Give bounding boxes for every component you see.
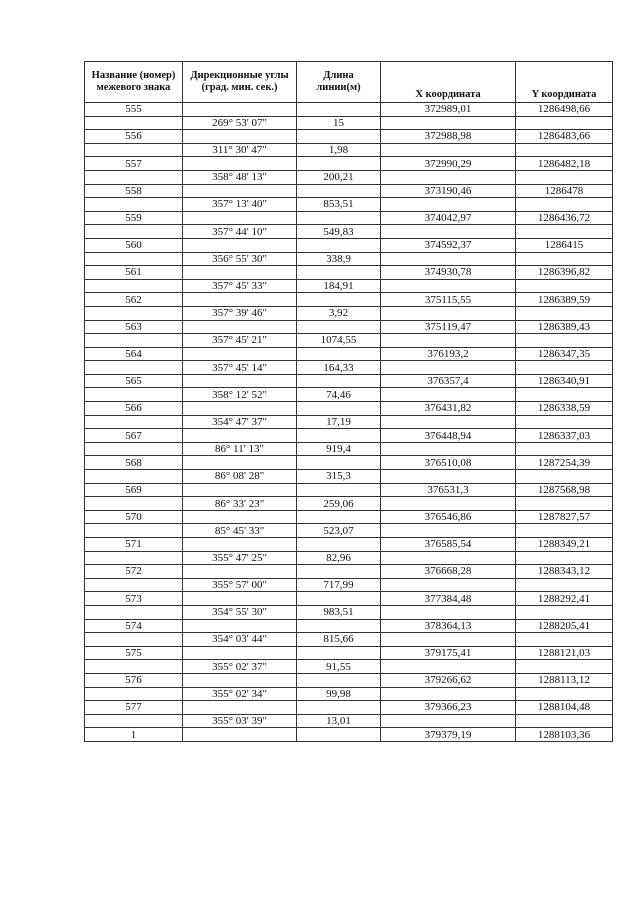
y-coordinate: 1288349,21 — [516, 538, 613, 552]
empty-cell — [297, 701, 381, 715]
x-coordinate: 376431,82 — [381, 402, 516, 416]
point-row — [85, 402, 613, 416]
y-coordinate: 1287827,57 — [516, 510, 613, 524]
line-length: 17,19 — [297, 415, 381, 429]
direction-angle: 86° 33' 23" — [183, 497, 297, 511]
empty-cell — [297, 619, 381, 633]
point-row — [85, 184, 613, 198]
segment-row — [85, 198, 613, 212]
empty-cell — [183, 510, 297, 524]
point-row — [85, 538, 613, 552]
header-y-coordinate: Y координата — [516, 62, 613, 103]
empty-cell — [297, 184, 381, 198]
empty-cell — [297, 320, 381, 334]
point-row — [85, 374, 613, 388]
point-row — [85, 211, 613, 225]
y-coordinate: 1286347,35 — [516, 347, 613, 361]
direction-angle: 357° 45' 33" — [183, 279, 297, 293]
point-name: 570 — [85, 510, 183, 524]
direction-angle: 355° 02' 34" — [183, 687, 297, 701]
y-coordinate: 1288121,03 — [516, 646, 613, 660]
y-coordinate: 1288113,12 — [516, 673, 613, 687]
y-coordinate: 1288103,36 — [516, 728, 613, 742]
empty-cell — [85, 198, 183, 212]
segment-row — [85, 170, 613, 184]
line-length: 919,4 — [297, 442, 381, 456]
x-coordinate: 372990,29 — [381, 157, 516, 171]
x-coordinate: 376668,28 — [381, 565, 516, 579]
empty-cell — [297, 402, 381, 416]
empty-cell — [183, 701, 297, 715]
empty-cell — [85, 388, 183, 402]
x-coordinate: 376585,54 — [381, 538, 516, 552]
direction-angle: 86° 11' 13" — [183, 442, 297, 456]
direction-angle: 357° 44' 10" — [183, 225, 297, 239]
y-coordinate: 1287568,98 — [516, 483, 613, 497]
point-name: 573 — [85, 592, 183, 606]
header-x-coordinate: X координата — [381, 62, 516, 103]
line-length: 184,91 — [297, 279, 381, 293]
empty-cell — [85, 633, 183, 647]
direction-angle: 85° 45' 33" — [183, 524, 297, 538]
line-length: 13,01 — [297, 714, 381, 728]
empty-cell — [85, 116, 183, 130]
point-name: 555 — [85, 103, 183, 117]
segment-row — [85, 660, 613, 674]
empty-cell — [183, 673, 297, 687]
empty-cell — [85, 143, 183, 157]
segment-row — [85, 633, 613, 647]
empty-cell — [297, 429, 381, 443]
empty-cell — [516, 116, 613, 130]
point-row — [85, 483, 613, 497]
empty-cell — [381, 306, 516, 320]
line-length: 338,9 — [297, 252, 381, 266]
y-coordinate: 1286436,72 — [516, 211, 613, 225]
header-line-length: Длина линии(м) — [297, 62, 381, 103]
empty-cell — [183, 320, 297, 334]
x-coordinate: 374042,97 — [381, 211, 516, 225]
empty-cell — [297, 510, 381, 524]
line-length: 15 — [297, 116, 381, 130]
line-length: 815,66 — [297, 633, 381, 647]
point-name: 1 — [85, 728, 183, 742]
empty-cell — [381, 225, 516, 239]
segment-row — [85, 388, 613, 402]
empty-cell — [516, 660, 613, 674]
segment-row — [85, 116, 613, 130]
segment-row — [85, 470, 613, 484]
empty-cell — [516, 497, 613, 511]
direction-angle: 356° 55' 30" — [183, 252, 297, 266]
x-coordinate: 379266,62 — [381, 673, 516, 687]
x-coordinate: 374592,37 — [381, 238, 516, 252]
empty-cell — [183, 538, 297, 552]
line-length: 1074,55 — [297, 334, 381, 348]
empty-cell — [381, 252, 516, 266]
segment-row — [85, 442, 613, 456]
empty-cell — [516, 524, 613, 538]
empty-cell — [381, 116, 516, 130]
direction-angle: 86° 08' 28" — [183, 470, 297, 484]
point-name: 560 — [85, 238, 183, 252]
point-row — [85, 728, 613, 742]
point-name: 561 — [85, 266, 183, 280]
x-coordinate: 376510,08 — [381, 456, 516, 470]
y-coordinate: 1288205,41 — [516, 619, 613, 633]
empty-cell — [183, 728, 297, 742]
empty-cell — [183, 293, 297, 307]
empty-cell — [183, 646, 297, 660]
y-coordinate: 1288104,48 — [516, 701, 613, 715]
empty-cell — [85, 605, 183, 619]
y-coordinate: 1286478 — [516, 184, 613, 198]
y-coordinate: 1286415 — [516, 238, 613, 252]
direction-angle: 355° 02' 37" — [183, 660, 297, 674]
empty-cell — [381, 388, 516, 402]
segment-row — [85, 497, 613, 511]
y-coordinate: 1286389,59 — [516, 293, 613, 307]
empty-cell — [85, 170, 183, 184]
empty-cell — [85, 714, 183, 728]
x-coordinate: 379366,23 — [381, 701, 516, 715]
direction-angle: 269° 53' 07" — [183, 116, 297, 130]
empty-cell — [516, 470, 613, 484]
point-name: 569 — [85, 483, 183, 497]
empty-cell — [85, 524, 183, 538]
segment-row — [85, 415, 613, 429]
point-row — [85, 429, 613, 443]
x-coordinate: 376546,86 — [381, 510, 516, 524]
empty-cell — [516, 143, 613, 157]
x-coordinate: 379379,19 — [381, 728, 516, 742]
empty-cell — [85, 415, 183, 429]
y-coordinate: 1286337,03 — [516, 429, 613, 443]
x-coordinate: 378364,13 — [381, 619, 516, 633]
empty-cell — [85, 225, 183, 239]
table-body — [85, 103, 613, 742]
empty-cell — [516, 388, 613, 402]
x-coordinate: 376448,94 — [381, 429, 516, 443]
empty-cell — [297, 646, 381, 660]
empty-cell — [516, 714, 613, 728]
segment-row — [85, 714, 613, 728]
x-coordinate: 375119,47 — [381, 320, 516, 334]
segment-row — [85, 578, 613, 592]
empty-cell — [516, 279, 613, 293]
line-length: 200,21 — [297, 170, 381, 184]
empty-cell — [85, 497, 183, 511]
empty-cell — [85, 551, 183, 565]
segment-row — [85, 605, 613, 619]
direction-angle: 358° 12' 52" — [183, 388, 297, 402]
empty-cell — [297, 293, 381, 307]
empty-cell — [297, 673, 381, 687]
direction-angle: 355° 47' 25" — [183, 551, 297, 565]
empty-cell — [297, 538, 381, 552]
x-coordinate: 376357,4 — [381, 374, 516, 388]
y-coordinate: 1286498,66 — [516, 103, 613, 117]
empty-cell — [85, 306, 183, 320]
segment-row — [85, 551, 613, 565]
empty-cell — [297, 483, 381, 497]
empty-cell — [381, 551, 516, 565]
empty-cell — [381, 578, 516, 592]
empty-cell — [381, 714, 516, 728]
y-coordinate: 1288292,41 — [516, 592, 613, 606]
point-row — [85, 103, 613, 117]
empty-cell — [381, 198, 516, 212]
point-name: 574 — [85, 619, 183, 633]
line-length: 164,33 — [297, 361, 381, 375]
empty-cell — [85, 442, 183, 456]
empty-cell — [381, 497, 516, 511]
empty-cell — [183, 266, 297, 280]
empty-cell — [183, 374, 297, 388]
segment-row — [85, 687, 613, 701]
empty-cell — [183, 130, 297, 144]
empty-cell — [381, 361, 516, 375]
line-length: 99,98 — [297, 687, 381, 701]
point-name: 558 — [85, 184, 183, 198]
line-length: 259,06 — [297, 497, 381, 511]
empty-cell — [297, 103, 381, 117]
x-coordinate: 373190,46 — [381, 184, 516, 198]
direction-angle: 357° 45' 14" — [183, 361, 297, 375]
point-row — [85, 456, 613, 470]
point-row — [85, 701, 613, 715]
segment-row — [85, 225, 613, 239]
empty-cell — [381, 605, 516, 619]
segment-row — [85, 279, 613, 293]
point-name: 571 — [85, 538, 183, 552]
empty-cell — [183, 619, 297, 633]
point-row — [85, 157, 613, 171]
point-name: 567 — [85, 429, 183, 443]
empty-cell — [297, 266, 381, 280]
empty-cell — [516, 551, 613, 565]
x-coordinate: 374930,78 — [381, 266, 516, 280]
empty-cell — [381, 279, 516, 293]
x-coordinate: 379175,41 — [381, 646, 516, 660]
empty-cell — [381, 415, 516, 429]
point-name: 562 — [85, 293, 183, 307]
point-row — [85, 619, 613, 633]
line-length: 82,96 — [297, 551, 381, 565]
empty-cell — [183, 483, 297, 497]
point-row — [85, 347, 613, 361]
segment-row — [85, 306, 613, 320]
empty-cell — [516, 605, 613, 619]
line-length: 315,3 — [297, 470, 381, 484]
point-name: 565 — [85, 374, 183, 388]
point-row — [85, 293, 613, 307]
segment-row — [85, 334, 613, 348]
empty-cell — [297, 238, 381, 252]
empty-cell — [516, 361, 613, 375]
point-name: 566 — [85, 402, 183, 416]
point-name: 564 — [85, 347, 183, 361]
empty-cell — [183, 157, 297, 171]
empty-cell — [516, 252, 613, 266]
x-coordinate: 372988,98 — [381, 130, 516, 144]
point-row — [85, 320, 613, 334]
empty-cell — [183, 211, 297, 225]
y-coordinate: 1286482,18 — [516, 157, 613, 171]
empty-cell — [297, 157, 381, 171]
y-coordinate: 1286396,82 — [516, 266, 613, 280]
line-length: 1,98 — [297, 143, 381, 157]
empty-cell — [297, 347, 381, 361]
empty-cell — [85, 252, 183, 266]
boundary-coordinates-table — [84, 61, 613, 742]
line-length: 853,51 — [297, 198, 381, 212]
empty-cell — [183, 565, 297, 579]
empty-cell — [516, 170, 613, 184]
empty-cell — [183, 238, 297, 252]
direction-angle: 354° 55' 30" — [183, 605, 297, 619]
point-row — [85, 238, 613, 252]
empty-cell — [183, 592, 297, 606]
y-coordinate: 1286338,59 — [516, 402, 613, 416]
point-row — [85, 646, 613, 660]
direction-angle: 354° 47' 37" — [183, 415, 297, 429]
empty-cell — [85, 470, 183, 484]
empty-cell — [516, 442, 613, 456]
empty-cell — [516, 306, 613, 320]
point-row — [85, 510, 613, 524]
empty-cell — [516, 225, 613, 239]
point-name: 577 — [85, 701, 183, 715]
empty-cell — [381, 660, 516, 674]
line-length: 74,46 — [297, 388, 381, 402]
x-coordinate: 376531,3 — [381, 483, 516, 497]
empty-cell — [297, 565, 381, 579]
point-name: 563 — [85, 320, 183, 334]
direction-angle: 358° 48' 13" — [183, 170, 297, 184]
empty-cell — [297, 728, 381, 742]
empty-cell — [85, 578, 183, 592]
point-name: 576 — [85, 673, 183, 687]
empty-cell — [85, 361, 183, 375]
point-name: 575 — [85, 646, 183, 660]
table-header — [85, 62, 613, 103]
y-coordinate: 1286340,91 — [516, 374, 613, 388]
line-length: 3,92 — [297, 306, 381, 320]
direction-angle: 357° 39' 46" — [183, 306, 297, 320]
point-name: 556 — [85, 130, 183, 144]
point-row — [85, 565, 613, 579]
empty-cell — [297, 130, 381, 144]
empty-cell — [516, 633, 613, 647]
empty-cell — [183, 184, 297, 198]
empty-cell — [183, 347, 297, 361]
line-length: 91,55 — [297, 660, 381, 674]
empty-cell — [516, 198, 613, 212]
empty-cell — [297, 592, 381, 606]
empty-cell — [381, 334, 516, 348]
segment-row — [85, 361, 613, 375]
point-name: 568 — [85, 456, 183, 470]
empty-cell — [381, 524, 516, 538]
empty-cell — [516, 415, 613, 429]
direction-angle: 311° 30' 47" — [183, 143, 297, 157]
point-name: 559 — [85, 211, 183, 225]
direction-angle: 355° 57' 00" — [183, 578, 297, 592]
header-direction-angle: Дирекционные углы (град. мин. сек.) — [183, 62, 297, 103]
empty-cell — [297, 456, 381, 470]
line-length: 717,99 — [297, 578, 381, 592]
empty-cell — [85, 660, 183, 674]
point-name: 572 — [85, 565, 183, 579]
empty-cell — [85, 687, 183, 701]
x-coordinate: 372989,01 — [381, 103, 516, 117]
empty-cell — [85, 334, 183, 348]
point-row — [85, 592, 613, 606]
empty-cell — [516, 687, 613, 701]
empty-cell — [183, 402, 297, 416]
x-coordinate: 377384,48 — [381, 592, 516, 606]
point-row — [85, 266, 613, 280]
direction-angle: 354° 03' 44" — [183, 633, 297, 647]
empty-cell — [85, 279, 183, 293]
header-point-name: Название (номер) межевого знака — [85, 62, 183, 103]
empty-cell — [183, 429, 297, 443]
direction-angle: 357° 45' 21" — [183, 334, 297, 348]
segment-row — [85, 143, 613, 157]
empty-cell — [297, 374, 381, 388]
segment-row — [85, 252, 613, 266]
empty-cell — [516, 578, 613, 592]
y-coordinate: 1287254,39 — [516, 456, 613, 470]
empty-cell — [381, 470, 516, 484]
point-row — [85, 673, 613, 687]
empty-cell — [183, 103, 297, 117]
x-coordinate: 376193,2 — [381, 347, 516, 361]
empty-cell — [516, 334, 613, 348]
empty-cell — [297, 211, 381, 225]
y-coordinate: 1286483,66 — [516, 130, 613, 144]
empty-cell — [381, 170, 516, 184]
empty-cell — [381, 633, 516, 647]
line-length: 983,51 — [297, 605, 381, 619]
direction-angle: 355° 03' 39" — [183, 714, 297, 728]
empty-cell — [183, 456, 297, 470]
direction-angle: 357° 13' 40" — [183, 198, 297, 212]
y-coordinate: 1286389,43 — [516, 320, 613, 334]
header-row — [85, 62, 613, 103]
point-name: 557 — [85, 157, 183, 171]
x-coordinate: 375115,55 — [381, 293, 516, 307]
line-length: 549,83 — [297, 225, 381, 239]
empty-cell — [381, 143, 516, 157]
empty-cell — [381, 687, 516, 701]
y-coordinate: 1288343,12 — [516, 565, 613, 579]
segment-row — [85, 524, 613, 538]
point-row — [85, 130, 613, 144]
line-length: 523,07 — [297, 524, 381, 538]
empty-cell — [381, 442, 516, 456]
